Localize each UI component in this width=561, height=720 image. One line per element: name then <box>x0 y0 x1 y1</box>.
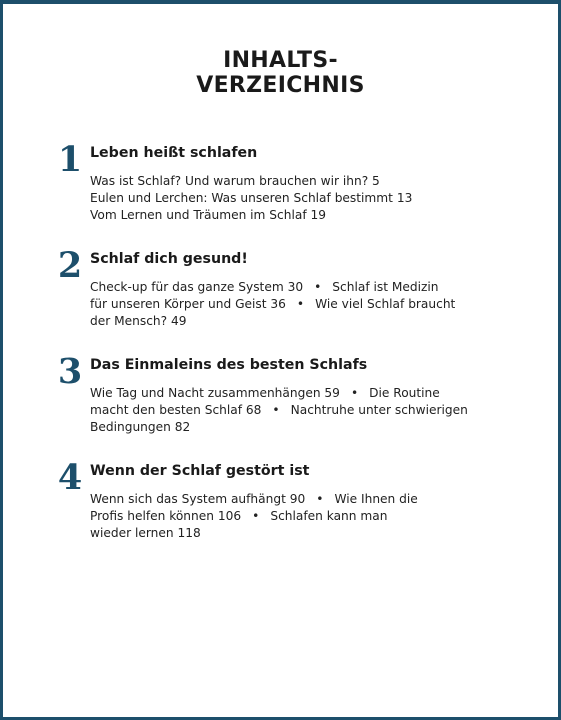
bullet-separator: • <box>252 509 260 523</box>
toc-entry[interactable]: Wie viel Schlaf braucht <box>315 297 456 311</box>
toc-entry[interactable]: Wie Ihnen die <box>334 492 418 506</box>
toc-line <box>90 508 530 525</box>
chapter-entries <box>90 279 530 330</box>
title-line-1: INHALTS- <box>223 48 338 73</box>
toc-entry[interactable]: Bedingungen 82 <box>90 420 191 434</box>
toc-entry[interactable]: Vom Lernen und Träumen im Schlaf 19 <box>90 208 326 222</box>
chapter-entries <box>90 385 530 436</box>
toc-entry[interactable]: macht den besten Schlaf 68 <box>90 403 262 417</box>
toc-entry[interactable]: Wenn sich das System aufhängt 90 <box>90 492 306 506</box>
toc-entry[interactable]: Die Routine <box>369 386 440 400</box>
toc-entry[interactable]: Check-up für das ganze System 30 <box>90 280 304 294</box>
toc-entry[interactable]: Nachtruhe unter schwierigen <box>290 403 468 417</box>
toc-entry[interactable]: Schlafen kann man <box>270 509 388 523</box>
toc-entry[interactable]: Wie Tag und Nacht zusammenhängen 59 <box>90 386 340 400</box>
bullet-separator: • <box>272 403 280 417</box>
toc-line <box>90 385 530 402</box>
chapter-heading[interactable]: Leben heißt schlafen <box>90 145 258 161</box>
toc-line <box>90 279 530 296</box>
toc-line <box>90 296 530 313</box>
chapter-entries <box>90 491 530 542</box>
page-title <box>3 48 558 98</box>
bullet-separator: • <box>350 386 359 400</box>
chapter-number: 4 <box>57 457 83 498</box>
bullet-separator: • <box>314 280 322 294</box>
chapter-body <box>90 462 530 542</box>
toc-entry[interactable]: der Mensch? 49 <box>90 314 187 328</box>
toc-entry[interactable]: Eulen und Lerchen: Was unseren Schlaf bestimmt 13 <box>90 191 413 205</box>
chapter-body <box>90 144 530 224</box>
bullet-separator: • <box>316 492 324 506</box>
toc-entry[interactable]: wieder lernen 118 <box>90 526 201 540</box>
toc-entry[interactable]: Schlaf ist Medizin <box>332 280 439 294</box>
toc-entry[interactable]: Was ist Schlaf? Und warum brauchen wir ihn? 5 <box>90 174 380 188</box>
chapter-entries <box>90 173 530 224</box>
chapter-body <box>90 356 530 436</box>
toc-line <box>90 491 530 508</box>
chapter-number: 3 <box>57 351 83 392</box>
chapter-body <box>90 250 530 330</box>
bullet-separator: • <box>296 297 305 311</box>
toc-entry[interactable]: Profis helfen können 106 <box>90 509 242 523</box>
toc-entry[interactable]: für unseren Körper und Geist 36 <box>90 297 286 311</box>
title-line-2: VERZEICHNIS <box>196 73 365 98</box>
chapter-heading[interactable]: Schlaf dich gesund! <box>90 251 248 267</box>
chapter-number: 2 <box>57 245 83 286</box>
chapter-number: 1 <box>57 139 83 180</box>
chapter-heading[interactable]: Das Einmaleins des besten Schlafs <box>90 357 368 373</box>
chapter-heading[interactable]: Wenn der Schlaf gestört ist <box>90 463 310 479</box>
toc-line <box>90 402 530 419</box>
